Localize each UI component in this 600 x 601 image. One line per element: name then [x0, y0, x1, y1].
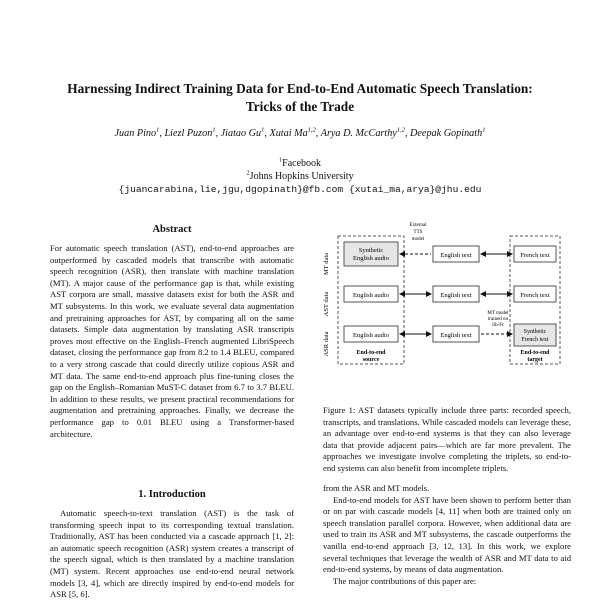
target-label-line-2: target	[527, 357, 543, 363]
title-line-2: Tricks of the Trade	[245, 99, 355, 114]
author-list: Juan Pino$^1$, Liezl Puzon$^1$, Jiatao Gu$^1$, Xutai Ma$^{1,2}$, Arya D. McCarthy$^{1,2}$, Deepak Gopinath$^1$	[114, 126, 486, 139]
row-label-mt: MT data	[323, 252, 330, 276]
email-line	[20, 183, 580, 196]
synthetic-english-audio-line-2: English audio	[353, 255, 389, 262]
affiliations	[20, 157, 580, 196]
author-affiliation-number: 1	[482, 126, 486, 134]
author-name: Juan Pino	[114, 128, 157, 139]
author-affiliation-number: 1,2	[396, 126, 405, 134]
email-facebook: {juancarabina,lie,jgu,dgopinath}@fb.com	[118, 184, 344, 195]
external-tts-line-1: External	[409, 223, 427, 228]
synthetic-english-audio-line-1: Synthetic	[358, 247, 384, 254]
synthetic-french-text-line-1: Synthetic	[523, 329, 547, 335]
english-text-label-1: English text	[440, 252, 472, 259]
author-name: Jiatao Gu	[220, 128, 262, 139]
row-label-ast: AST data	[323, 291, 330, 317]
target-label-line-1: End-to-end	[520, 350, 550, 356]
english-audio-label-1: English audio	[353, 292, 389, 299]
mt-model-line-1: MT model	[487, 311, 509, 316]
synthetic-english-audio-box	[344, 242, 398, 266]
affiliation-2-number: 2	[246, 169, 250, 177]
author-affiliation-number: 1	[261, 126, 265, 134]
author-name: Arya D. McCarthy	[320, 128, 397, 139]
source-label-line-2: source	[362, 357, 380, 363]
paper-title	[30, 80, 570, 116]
english-audio-label-2: English audio	[353, 332, 389, 339]
title-line-1: Harnessing Indirect Training Data for End-to-End Automatic Speech Translation:	[67, 81, 533, 96]
figure-1-caption: Figure 1: AST datasets typically include three parts: recorded speech, transcripts, and translations. While cascaded models can leverage these, an advantage over end-to-end systems is that they can also leverage data that provide adjacent pairs—which are far more prevalent. The approaches we investigate involve completing the triplets, so end-to-end systems can also benefit from incomplete triplets.	[323, 405, 571, 473]
introduction-section	[50, 508, 294, 601]
author-affiliation-number: 1	[156, 126, 160, 134]
mt-model-line-2: trained on	[487, 317, 509, 322]
english-text-label-2: English text	[440, 292, 472, 299]
synthetic-french-text-line-2: French text	[521, 337, 549, 343]
abstract-section	[50, 224, 294, 440]
french-text-label-1: French text	[520, 252, 550, 259]
affiliation-2-name: Johns Hopkins University	[249, 171, 354, 182]
affiliation-1-number: 1	[278, 156, 283, 164]
external-tts-line-3: model	[411, 237, 425, 242]
right-column-text	[323, 483, 571, 587]
affiliation-1-name: Facebook	[282, 158, 322, 169]
external-tts-line-2: TTS	[413, 230, 423, 235]
right-column-p3: The major contributions of this paper are:	[333, 575, 477, 586]
mt-model-line-3: lib-Fr	[492, 323, 504, 328]
email-jhu: {xutai_ma,arya}@jhu.edu	[348, 184, 482, 195]
abstract-heading: Abstract	[152, 224, 192, 235]
author-affiliation-number: 1	[212, 126, 216, 134]
author-name: Liezl Puzon	[164, 128, 213, 139]
english-text-label-3: English text	[440, 332, 472, 339]
row-label-asr: ASR data	[323, 331, 330, 357]
source-label-line-1: End-to-end	[356, 350, 386, 356]
figure-1-caption-block	[323, 405, 571, 475]
abstract-text: For automatic speech translation (AST), end-to-end approaches are outperformed by cascaded models that transcribe with automatic speech recognition (ASR), then translate with machine translation (MT). A major cause of the performance gap is that, while existing AST corpora are small, massive datasets exist for both the ASR and MT subsystems. In this work, we evaluate several data augmentation and pretraining approaches for AST, by comparing all on the same datasets. Simple data augmentation by translating ASR transcripts proves most effective on the English–French augmented LibriSpeech dataset, closing the performance gap from 8.2 to 1.4 BLEU, compared to a very strong cascade that could directly utilize copious ASR and MT data. The same end-to-end approach plus fine-tuning closes the gap on the English–Romanian MuST-C dataset from 6.7 to 3.7 BLEU. In addition to these results, we present practical recommendations for augmentation and pretraining approaches. Finally, we decrease the performance gap to 0.01 BLEU using a Transformer-based architecture.	[50, 243, 294, 439]
author-name: Deepak Gopinath	[410, 128, 483, 139]
introduction-heading: 1. Introduction	[138, 489, 206, 500]
author-affiliation-number: 1,2	[307, 126, 316, 134]
affiliation-2	[20, 170, 580, 183]
author-name: Xutai Ma	[269, 128, 308, 139]
right-column-p1: from the ASR and MT models.	[323, 483, 430, 493]
affiliation-1	[20, 157, 580, 170]
introduction-text: Automatic speech-to-text translation (AST) is the task of transforming speech input to its corresponding textual translation. Traditionally, AST has been conducted via a cascade approach [1, 2]: an automatic speech recognition (ASR) system creates a transcript of the speech signal, which is then translated by a machine translation (MT) system. Recent approaches use end-to-end neural network models [3, 4], which are directly inspired by end-to-end models for ASR [5, 6].	[50, 508, 294, 600]
french-text-label-2: French text	[520, 292, 550, 299]
right-column-p2: End-to-end models for AST have been shown to perform better than or on par with cascade models [4, 11] when both are trained only on speech translation parallel corpora. However, when additional data are used to train its ASR and MT subsystems, the cascade outperforms the vanilla end-to-end approach [3, 12, 13]. In this work, we explore several techniques that leverage the wealth of ASR and MT data to aid end-to-end systems, by means of data augmentation.	[323, 494, 571, 575]
figure-1-diagram	[318, 223, 578, 398]
